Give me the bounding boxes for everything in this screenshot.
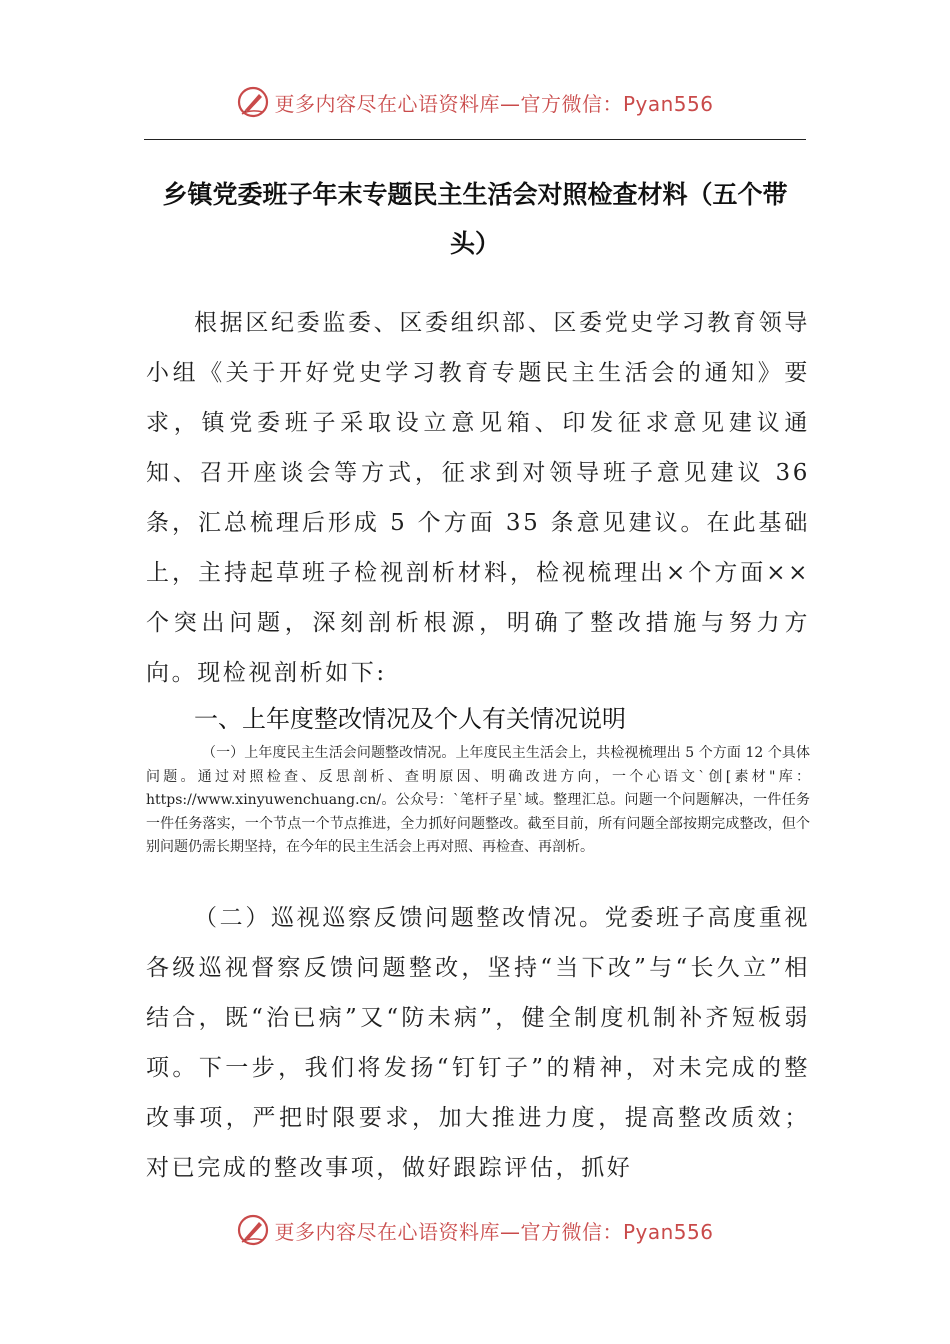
header-divider [144,139,806,140]
footer-banner [0,1210,950,1250]
section-heading-1: 一、上年度整改情况及个人有关情况说明 [194,705,626,733]
banner-text: 更多内容尽在心语资料库—官方微信：Pyan556 [274,1219,714,1244]
section1-paragraph-1: （一）上年度民主生活会问题整改情况。上年度民主生活会上，共检视梳理出 5 个方面 12 个具体问题。通过对照检查、反思剖析、查明原因、明确改进方向，一个心语文`创[素材"库：https://www.xinyuwenchuang.cn/。公众号：`笔杆子星`域。整理汇总。问题一个问题解决，一件任务一件任务落实，一个节点一个节点推进，全力抓好问题整改。截至目前，所有问题全部按期完成整改，但个别问题仍需长期坚持，在今年的民主生活会上再对照、再检查、再剖析。 [146,745,810,855]
intro-paragraph: 根据区纪委监委、区委组织部、区委党史学习教育领导小组《关于开好党史学习教育专题民主生活会的通知》要求，镇党委班子采取设立意见箱、印发征求意见建议通知、召开座谈会等方式，征求到对领导班子意见建议 36 条，汇总梳理后形成 5 个方面 35 条意见建议。在此基础上，主持起草班子检视剖析材料，检视梳理出×个方面××个突出问题，深刻剖析根源，明确了整改措施与努力方向。现检视剖析如下: [146,310,810,686]
document-title: 乡镇党委班子年末专题民主生活会对照检查材料（五个带头） [162,180,788,258]
section1-paragraph-2: （二）巡视巡察反馈问题整改情况。党委班子高度重视各级巡视督察反馈问题整改，坚持“当下改”与“长久立”相结合，既“治已病”又“防未病”，健全制度机制补齐短板弱项。下一步，我们将发扬“钉钉子”的精神，对未完成的整改事项，严把时限要求，加大推进力度，提高整改质效；对已完成的整改事项，做好跟踪评估，抓好 [146,905,810,1181]
pen-logo-icon [236,85,270,119]
pen-logo-icon [236,1213,270,1247]
banner-text: 更多内容尽在心语资料库—官方微信：Pyan556 [274,91,714,116]
header-banner [0,82,950,122]
